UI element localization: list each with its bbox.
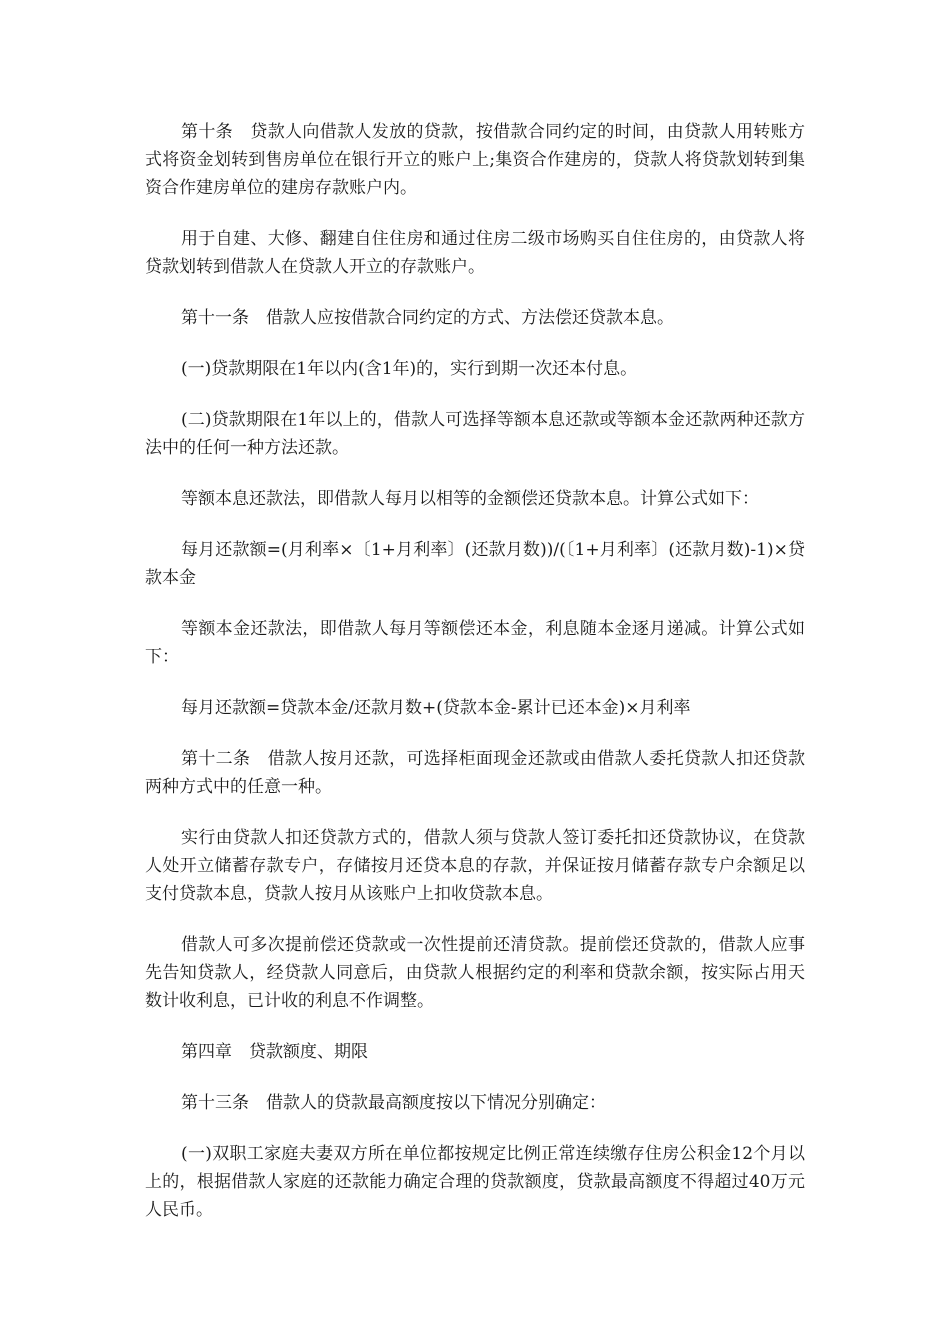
- paragraph-article-11: 第十一条 借款人应按借款合同约定的方式、方法偿还贷款本息。: [181, 308, 674, 328]
- document-page: [145, 118, 805, 1247]
- chapter-4-heading: 第四章 贷款额度、期限: [181, 1042, 368, 1062]
- paragraph-self-build-transfer: 用于自建、大修、翻建自住住房和通过住房二级市场购买自住住房的，由贷款人将贷款划转到借款人在贷款人开立的存款账户。: [145, 229, 805, 277]
- paragraph-equal-installment-formula: 每月还款额=(月利率×〔1+月利率〕(还款月数))/(〔1+月利率〕(还款月数)-1)×贷款本金: [145, 540, 805, 588]
- paragraph-term-over-one-year: (二)贷款期限在1年以上的，借款人可选择等额本息还款或等额本金还款两种还款方法中的任何一种方法还款。: [145, 410, 805, 458]
- paragraph-deduction-method: 实行由贷款人扣还贷款方式的，借款人须与贷款人签订委托扣还贷款协议，在贷款人处开立储蓄存款专户，存储按月还贷本息的存款，并保证按月储蓄存款专户余额足以支付贷款本息，贷款人按月从该账户上扣收贷款本息。: [145, 828, 805, 904]
- paragraph-term-within-one-year: (一)贷款期限在1年以内(含1年)的，实行到期一次还本付息。: [181, 359, 638, 379]
- paragraph-dual-worker-limit: (一)双职工家庭夫妻双方所在单位都按规定比例正常连续缴存住房公积金12个月以上的，根据借款人家庭的还款能力确定合理的贷款额度，贷款最高额度不得超过40万元人民币。: [145, 1144, 805, 1220]
- paragraph-equal-principal-method: 等额本金还款法，即借款人每月等额偿还本金，利息随本金逐月递减。计算公式如下：: [145, 619, 805, 667]
- paragraph-article-13: 第十三条 借款人的贷款最高额度按以下情况分别确定：: [181, 1093, 606, 1113]
- paragraph-equal-installment-method: 等额本息还款法，即借款人每月以相等的金额偿还贷款本息。计算公式如下：: [181, 489, 759, 509]
- paragraph-article-12: 第十二条 借款人按月还款，可选择柜面现金还款或由借款人委托贷款人扣还贷款两种方式中的任意一种。: [145, 749, 805, 797]
- paragraph-article-10: 第十条 贷款人向借款人发放的贷款，按借款合同约定的时间，由贷款人用转账方式将资金划转到售房单位在银行开立的账户上;集资合作建房的，贷款人将贷款划转到集资合作建房单位的建房存款账户内。: [145, 122, 805, 198]
- paragraph-equal-principal-formula: 每月还款额=贷款本金/还款月数+(贷款本金-累计已还本金)×月利率: [181, 698, 691, 718]
- paragraph-early-repayment: 借款人可多次提前偿还贷款或一次性提前还清贷款。提前偿还贷款的，借款人应事先告知贷款人，经贷款人同意后，由贷款人根据约定的利率和贷款余额，按实际占用天数计收利息，已计收的利息不作调整。: [145, 935, 805, 1011]
